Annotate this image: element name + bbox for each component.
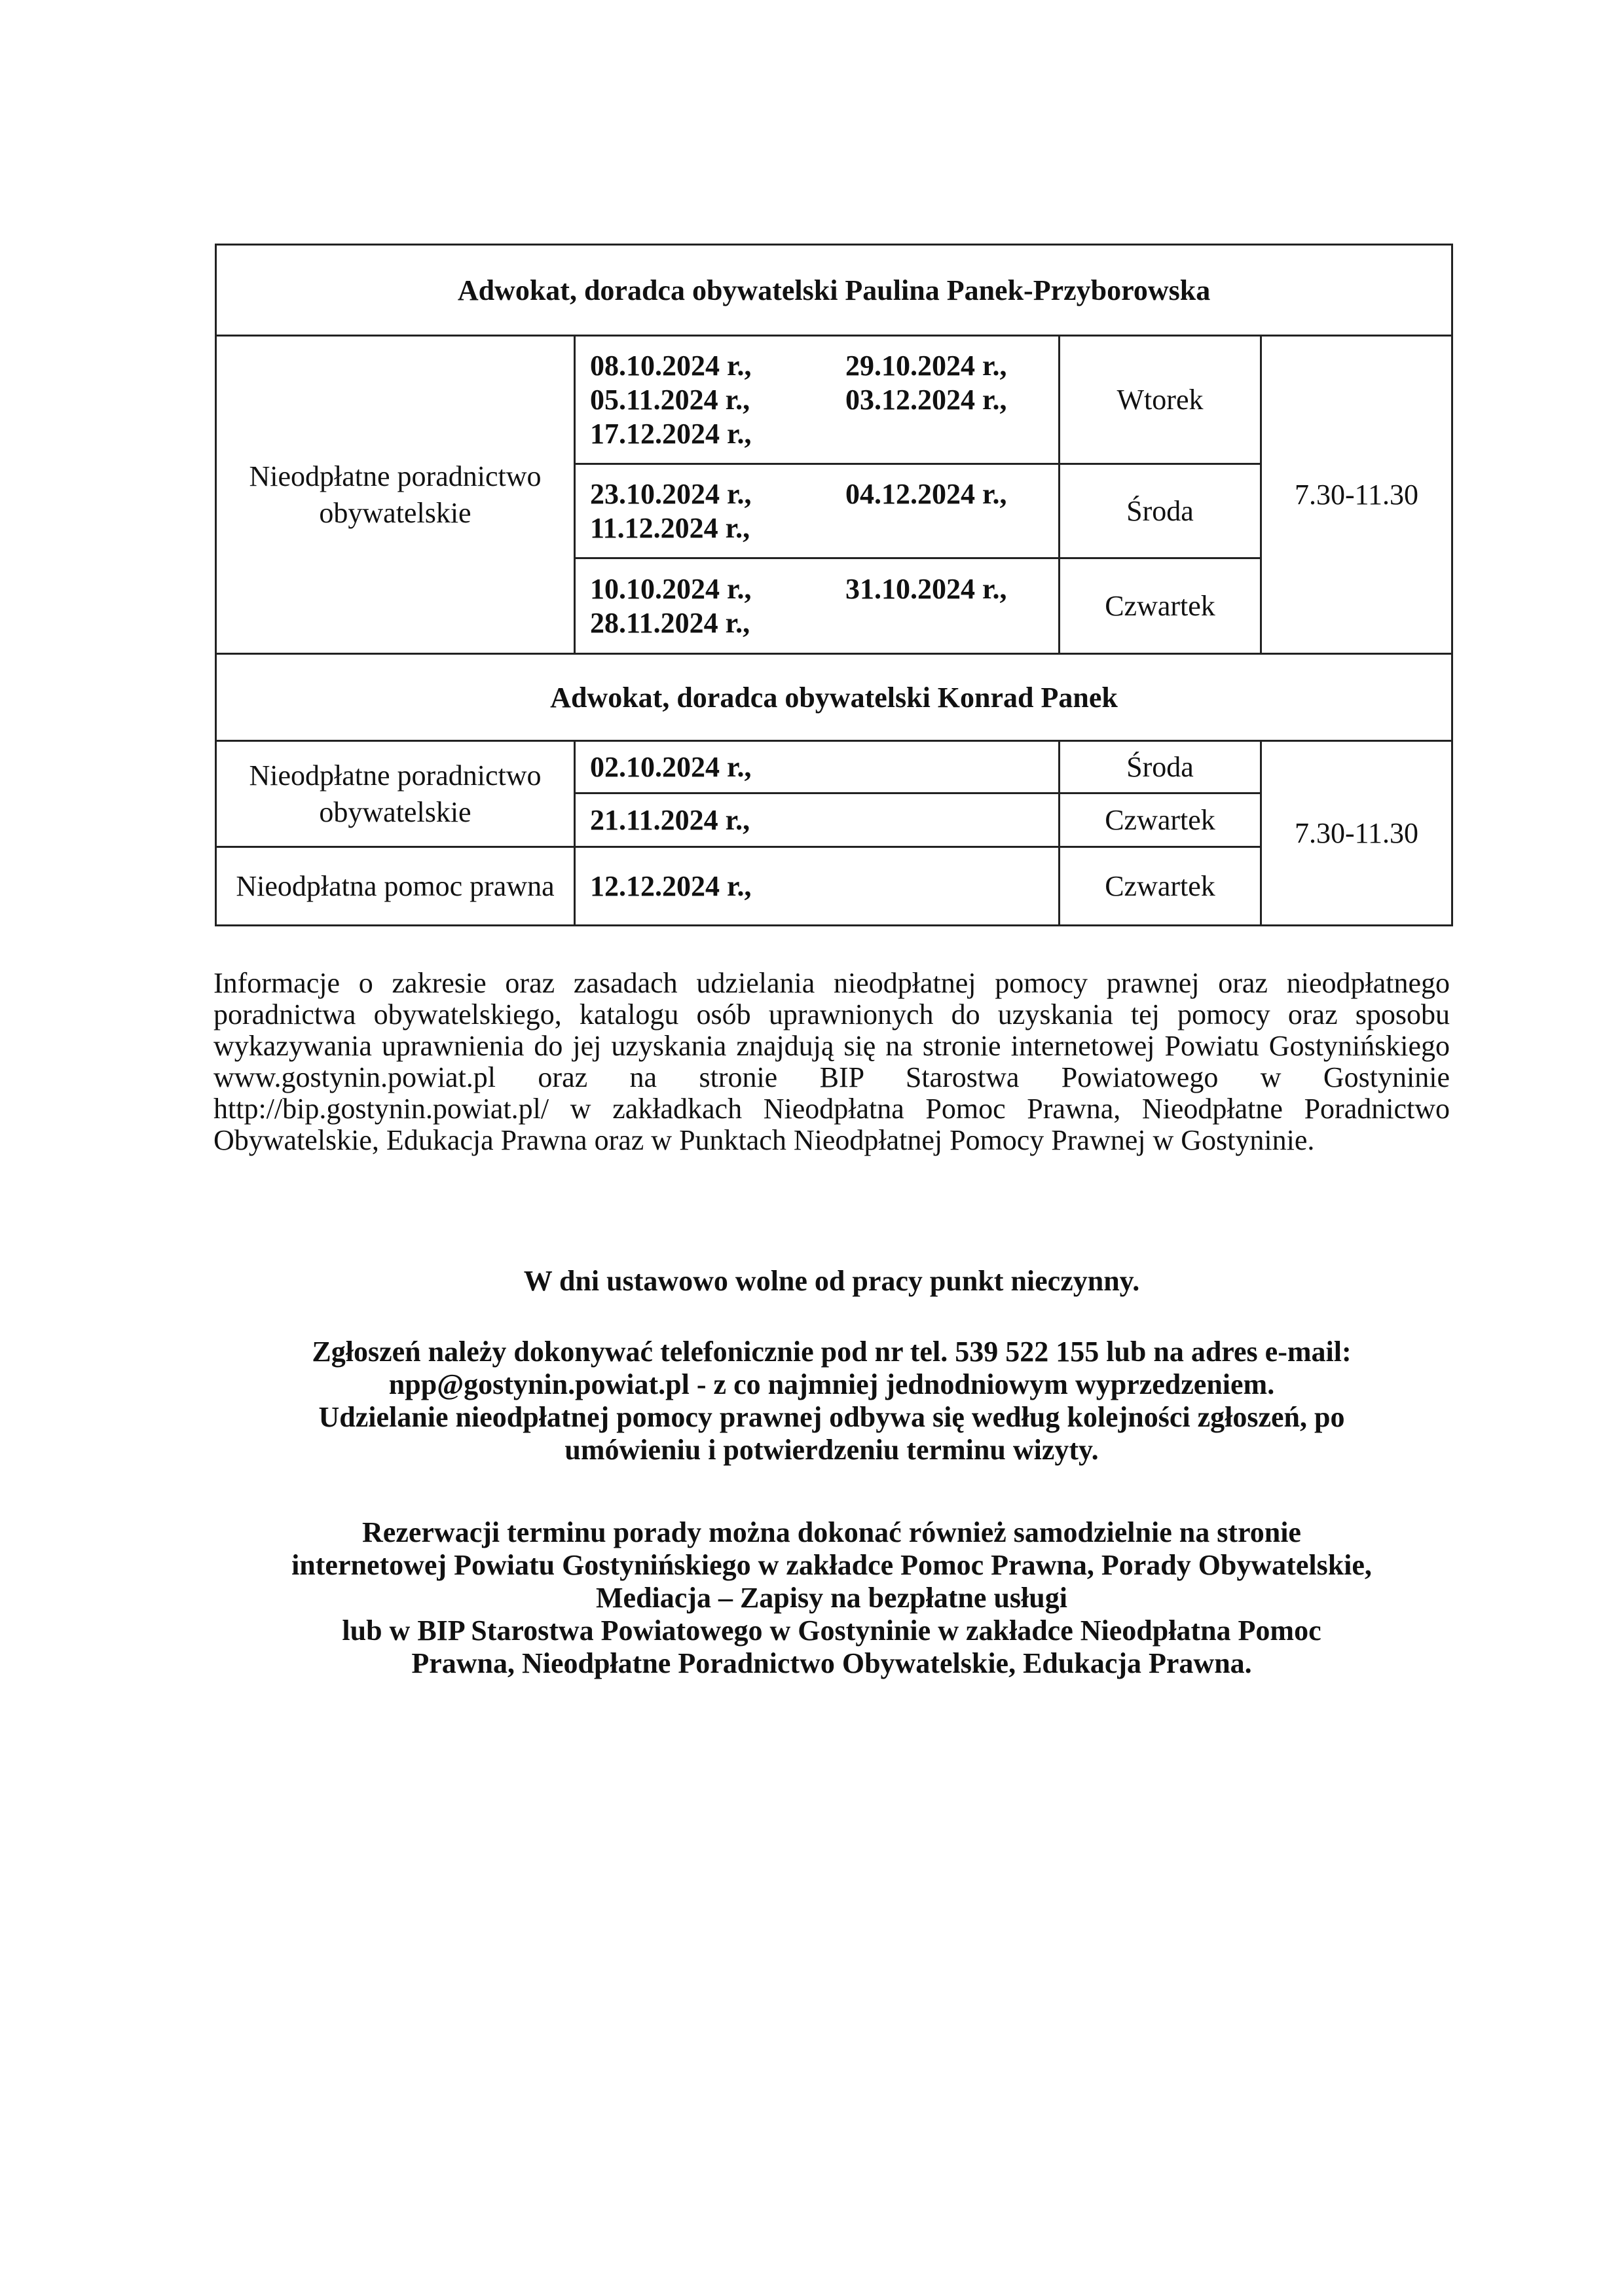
reservation-block (196, 1516, 1467, 1680)
date-cell: 10.10.2024 r., (590, 572, 752, 605)
section2-service-b: Nieodpłatna pomoc prawna (216, 847, 575, 926)
order-line: umówieniu i potwierdzeniu terminu wizyty. (564, 1434, 1099, 1466)
order-line: Udzielanie nieodpłatnej pomocy prawnej odbywa się według kolejności zgłoszeń, po (318, 1401, 1345, 1433)
section2-day-row3: Czwartek (1060, 847, 1261, 926)
date-cell: 23.10.2024 r., (590, 477, 752, 510)
date-cell: 29.10.2024 r., (845, 349, 1007, 382)
section2-hours: 7.30-11.30 (1261, 741, 1452, 926)
section1-dates-row3 (575, 558, 1060, 654)
date-cell: 28.11.2024 r., (590, 606, 750, 639)
section1-dates-row1 (575, 336, 1060, 464)
section1-service: Nieodpłatne poradnictwo obywatelskie (216, 336, 575, 654)
section1-day-row3: Czwartek (1060, 558, 1261, 654)
section2-day-row2: Czwartek (1060, 793, 1261, 847)
contact-block (196, 1336, 1467, 1467)
date-cell (845, 511, 1050, 545)
reservation-line: internetowej Powiatu Gostynińskiego w zakładce Pomoc Prawna, Porady Obywatelskie, (291, 1549, 1372, 1581)
info-paragraph: Informacje o zakresie oraz zasadach udzielania nieodpłatnej pomocy prawnej oraz nieodpłatnego poradnictwa obywatelskiego, katalogu osób uprawnionych do uzyskania tej pomocy oraz sposobu wykazywania uprawnienia do jej uzyskania znajdują się na stronie internetowej Powiatu Gostynińskiego www.gostynin.powiat.pl oraz na stronie BIP Starostwa Powiatowego w Gostyninie http://bip.gostynin.powiat.pl/ w zakładkach Nieodpłatna Pomoc Prawna, Nieodpłatne Poradnictwo Obywatelskie, Edukacja Prawna oraz w Punktach Nieodpłatnej Pomocy Prawnej w Gostyninie. (213, 967, 1450, 1156)
section2-day-row1: Środa (1060, 741, 1261, 793)
section2-date-row1: 02.10.2024 r., (575, 741, 1060, 793)
section1-hours: 7.30-11.30 (1261, 336, 1452, 654)
reservation-line: Prawna, Nieodpłatne Poradnictwo Obywatelskie, Edukacja Prawna. (411, 1647, 1252, 1679)
section1-dates-row2 (575, 464, 1060, 558)
contact-line: Zgłoszeń należy dokonywać telefonicznie pod nr tel. 539 522 155 lub na adres e-mail: (312, 1336, 1352, 1368)
closed-notice (196, 1265, 1467, 1298)
section1-header: Adwokat, doradca obywatelski Paulina Panek-Przyborowska (216, 245, 1452, 336)
date-cell: 03.12.2024 r., (845, 383, 1007, 416)
section1-day-row2: Środa (1060, 464, 1261, 558)
date-cell: 17.12.2024 r., (590, 417, 752, 450)
date-cell: 04.12.2024 r., (845, 477, 1007, 510)
date-cell (845, 417, 1050, 451)
date-cell (845, 606, 1050, 640)
section2-service-a: Nieodpłatne poradnictwo obywatelskie (216, 741, 575, 847)
schedule-table (215, 244, 1453, 926)
reservation-line: lub w BIP Starostwa Powiatowego w Gostyninie w zakładce Nieodpłatna Pomoc (342, 1614, 1321, 1647)
contact-line: npp@gostynin.powiat.pl - z co najmniej jednodniowym wyprzedzeniem. (388, 1368, 1275, 1400)
section2-header: Adwokat, doradca obywatelski Konrad Panek (216, 654, 1452, 741)
section2-date-row2: 21.11.2024 r., (575, 793, 1060, 847)
reservation-line: Mediacja – Zapisy na bezpłatne usługi (596, 1582, 1067, 1614)
date-cell: 05.11.2024 r., (590, 383, 750, 416)
section1-day-row1: Wtorek (1060, 336, 1261, 464)
date-cell: 31.10.2024 r., (845, 572, 1007, 605)
closed-notice-text: W dni ustawowo wolne od pracy punkt nieczynny. (523, 1265, 1140, 1297)
date-cell: 11.12.2024 r., (590, 511, 750, 544)
reservation-line: Rezerwacji terminu porady można dokonać również samodzielnie na stronie (362, 1516, 1301, 1548)
section2-date-row3: 12.12.2024 r., (575, 847, 1060, 926)
date-cell: 08.10.2024 r., (590, 349, 752, 382)
